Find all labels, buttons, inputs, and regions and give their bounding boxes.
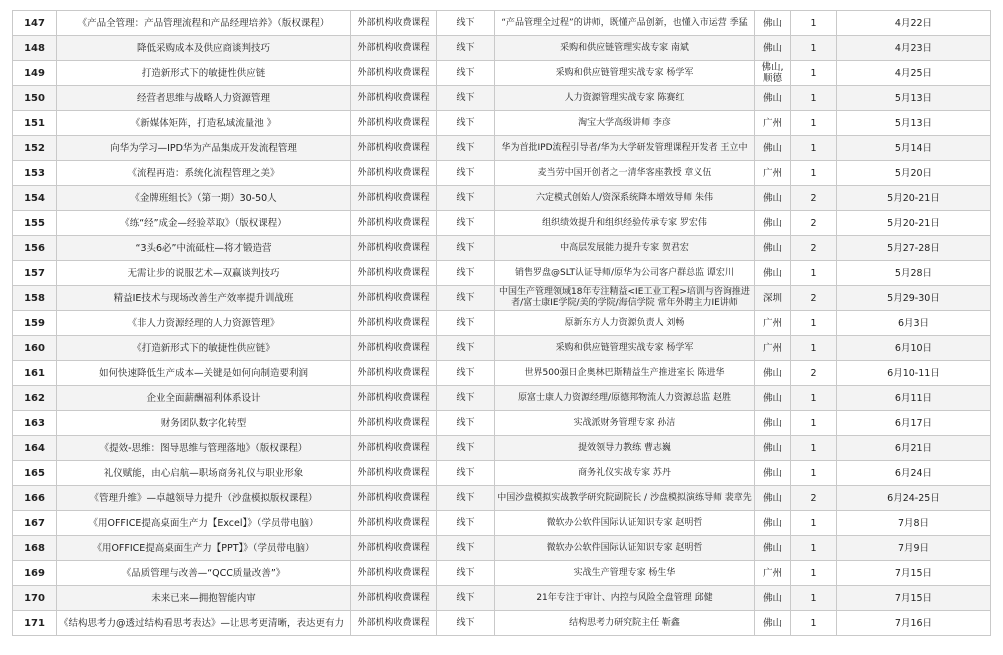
city: 广州 bbox=[755, 561, 791, 586]
duration-days: 2 bbox=[791, 211, 837, 236]
course-name: 企业全面薪酬福利体系设计 bbox=[57, 386, 351, 411]
course-name: 降低采购成本及供应商谈判技巧 bbox=[57, 36, 351, 61]
instructor: 结构思考力研究院主任 靳鑫 bbox=[495, 611, 755, 636]
duration-days: 2 bbox=[791, 286, 837, 311]
course-name: 《产品全管理：产品管理流程和产品经理培养》（版权课程） bbox=[57, 11, 351, 36]
delivery-mode: 线下 bbox=[437, 161, 495, 186]
course-name: 财务团队数字化转型 bbox=[57, 411, 351, 436]
course-category: 外部机构收费课程 bbox=[351, 411, 437, 436]
city: 佛山 bbox=[755, 86, 791, 111]
row-number: 164 bbox=[13, 436, 57, 461]
duration-days: 1 bbox=[791, 111, 837, 136]
course-name: 《用OFFICE提高桌面生产力【Excel】》（学员带电脑） bbox=[57, 511, 351, 536]
delivery-mode: 线下 bbox=[437, 461, 495, 486]
delivery-mode: 线下 bbox=[437, 486, 495, 511]
course-category: 外部机构收费课程 bbox=[351, 336, 437, 361]
table-row bbox=[13, 411, 991, 436]
delivery-mode: 线下 bbox=[437, 361, 495, 386]
course-name: 精益IE技术与现场改善生产效率提升训战班 bbox=[57, 286, 351, 311]
course-name: 礼仪赋能，由心启航—职场商务礼仪与职业形象 bbox=[57, 461, 351, 486]
course-date: 5月13日 bbox=[837, 86, 991, 111]
course-date: 6月11日 bbox=[837, 386, 991, 411]
city: 佛山 bbox=[755, 36, 791, 61]
city: 佛山 bbox=[755, 361, 791, 386]
delivery-mode: 线下 bbox=[437, 86, 495, 111]
instructor: 中国生产管理领域18年专注精益<IE工业工程>培训与咨询推进者/富士康IE学院/美的学院/海信学院 常年外聘主力IE讲师 bbox=[495, 286, 755, 311]
instructor: 淘宝大学高级讲师 李彦 bbox=[495, 111, 755, 136]
city: 佛山 bbox=[755, 411, 791, 436]
table-row bbox=[13, 586, 991, 611]
course-date: 4月22日 bbox=[837, 11, 991, 36]
course-table bbox=[12, 10, 991, 636]
instructor: 销售罗盘@SLT认证导师/原华为公司客户群总监 谭宏川 bbox=[495, 261, 755, 286]
course-name: 如何快速降低生产成本—关键是如何向制造要利润 bbox=[57, 361, 351, 386]
course-name: 《金牌班组长》（第一期）30-50人 bbox=[57, 186, 351, 211]
duration-days: 2 bbox=[791, 236, 837, 261]
table-row bbox=[13, 286, 991, 311]
course-name: 向华为学习—IPD华为产品集成开发流程管理 bbox=[57, 136, 351, 161]
course-date: 6月24-25日 bbox=[837, 486, 991, 511]
course-date: 7月16日 bbox=[837, 611, 991, 636]
table-row bbox=[13, 486, 991, 511]
course-name: 未来已来—拥抱智能内审 bbox=[57, 586, 351, 611]
course-category: 外部机构收费课程 bbox=[351, 361, 437, 386]
course-date: 5月13日 bbox=[837, 111, 991, 136]
duration-days: 1 bbox=[791, 336, 837, 361]
row-number: 151 bbox=[13, 111, 57, 136]
instructor: 实战生产管理专家 杨生华 bbox=[495, 561, 755, 586]
duration-days: 1 bbox=[791, 461, 837, 486]
course-name: 《练“经”成金—经验萃取》（版权课程） bbox=[57, 211, 351, 236]
city: 广州 bbox=[755, 311, 791, 336]
row-number: 159 bbox=[13, 311, 57, 336]
duration-days: 1 bbox=[791, 411, 837, 436]
course-date: 6月21日 bbox=[837, 436, 991, 461]
course-category: 外部机构收费课程 bbox=[351, 261, 437, 286]
course-name: 《结构思考力@透过结构看思考表达》—让思考更清晰，表达更有力 bbox=[57, 611, 351, 636]
instructor: 商务礼仪实战专家 苏丹 bbox=[495, 461, 755, 486]
row-number: 167 bbox=[13, 511, 57, 536]
table-row bbox=[13, 311, 991, 336]
city: 佛山 bbox=[755, 186, 791, 211]
course-category: 外部机构收费课程 bbox=[351, 386, 437, 411]
row-number: 152 bbox=[13, 136, 57, 161]
delivery-mode: 线下 bbox=[437, 561, 495, 586]
instructor: 微软办公软件国际认证知识专家 赵明哲 bbox=[495, 536, 755, 561]
row-number: 163 bbox=[13, 411, 57, 436]
row-number: 153 bbox=[13, 161, 57, 186]
city: 佛山 bbox=[755, 611, 791, 636]
city: 佛山 bbox=[755, 386, 791, 411]
instructor: 六定模式创始人/资深系统降本增效导师 朱伟 bbox=[495, 186, 755, 211]
row-number: 166 bbox=[13, 486, 57, 511]
row-number: 148 bbox=[13, 36, 57, 61]
row-number: 168 bbox=[13, 536, 57, 561]
instructor: 原富士康人力资源经理/原德邦物流人力资源总监 赵胜 bbox=[495, 386, 755, 411]
row-number: 161 bbox=[13, 361, 57, 386]
course-date: 7月9日 bbox=[837, 536, 991, 561]
course-name: 无需让步的说服艺术—双赢谈判技巧 bbox=[57, 261, 351, 286]
course-category: 外部机构收费课程 bbox=[351, 611, 437, 636]
delivery-mode: 线下 bbox=[437, 111, 495, 136]
instructor: “产品管理全过程”的讲师，既懂产品创新，也懂入市运营 季猛 bbox=[495, 11, 755, 36]
city: 佛山 bbox=[755, 461, 791, 486]
duration-days: 1 bbox=[791, 311, 837, 336]
duration-days: 1 bbox=[791, 611, 837, 636]
table-row bbox=[13, 86, 991, 111]
delivery-mode: 线下 bbox=[437, 411, 495, 436]
delivery-mode: 线下 bbox=[437, 336, 495, 361]
row-number: 160 bbox=[13, 336, 57, 361]
table-row bbox=[13, 336, 991, 361]
course-name: 《提效-思维：图导思维与管理落地》（版权课程） bbox=[57, 436, 351, 461]
row-number: 169 bbox=[13, 561, 57, 586]
city: 广州 bbox=[755, 336, 791, 361]
row-number: 157 bbox=[13, 261, 57, 286]
course-date: 4月23日 bbox=[837, 36, 991, 61]
delivery-mode: 线下 bbox=[437, 211, 495, 236]
instructor: 世界500强日企奥林巴斯精益生产推进室长 陈进华 bbox=[495, 361, 755, 386]
instructor: 麦当劳中国开创者之一清华客座教授 章义伍 bbox=[495, 161, 755, 186]
instructor: 微软办公软件国际认证知识专家 赵明哲 bbox=[495, 511, 755, 536]
course-date: 7月15日 bbox=[837, 586, 991, 611]
duration-days: 1 bbox=[791, 161, 837, 186]
table-row bbox=[13, 511, 991, 536]
city: 佛山 bbox=[755, 236, 791, 261]
delivery-mode: 线下 bbox=[437, 611, 495, 636]
delivery-mode: 线下 bbox=[437, 61, 495, 86]
course-name: “3头6必”中流砥柱—将才锻造营 bbox=[57, 236, 351, 261]
course-name: 《管理升维》—卓越领导力提升（沙盘模拟版权课程） bbox=[57, 486, 351, 511]
course-name: 《流程再造：系统化流程管理之美》 bbox=[57, 161, 351, 186]
instructor: 21年专注于审计、内控与风险全盘管理 邱健 bbox=[495, 586, 755, 611]
course-category: 外部机构收费课程 bbox=[351, 236, 437, 261]
instructor: 中高层发展能力提升专家 贺君宏 bbox=[495, 236, 755, 261]
delivery-mode: 线下 bbox=[437, 11, 495, 36]
duration-days: 1 bbox=[791, 136, 837, 161]
course-category: 外部机构收费课程 bbox=[351, 11, 437, 36]
course-date: 5月20日 bbox=[837, 161, 991, 186]
course-category: 外部机构收费课程 bbox=[351, 461, 437, 486]
course-category: 外部机构收费课程 bbox=[351, 586, 437, 611]
table-row bbox=[13, 61, 991, 86]
course-name: 《用OFFICE提高桌面生产力【PPT】》（学员带电脑） bbox=[57, 536, 351, 561]
course-date: 6月17日 bbox=[837, 411, 991, 436]
table-row bbox=[13, 236, 991, 261]
course-category: 外部机构收费课程 bbox=[351, 86, 437, 111]
duration-days: 1 bbox=[791, 36, 837, 61]
course-category: 外部机构收费课程 bbox=[351, 36, 437, 61]
course-name: 打造新形式下的敏捷性供应链 bbox=[57, 61, 351, 86]
course-date: 5月29-30日 bbox=[837, 286, 991, 311]
table-row bbox=[13, 261, 991, 286]
duration-days: 1 bbox=[791, 511, 837, 536]
duration-days: 2 bbox=[791, 361, 837, 386]
course-category: 外部机构收费课程 bbox=[351, 561, 437, 586]
city: 佛山 bbox=[755, 436, 791, 461]
row-number: 165 bbox=[13, 461, 57, 486]
table-row bbox=[13, 186, 991, 211]
table-row bbox=[13, 561, 991, 586]
instructor: 采购和供应链管理实战专家 南斌 bbox=[495, 36, 755, 61]
table-row bbox=[13, 36, 991, 61]
course-category: 外部机构收费课程 bbox=[351, 211, 437, 236]
row-number: 162 bbox=[13, 386, 57, 411]
course-date: 6月24日 bbox=[837, 461, 991, 486]
delivery-mode: 线下 bbox=[437, 586, 495, 611]
course-date: 7月8日 bbox=[837, 511, 991, 536]
table-row bbox=[13, 386, 991, 411]
city: 佛山 bbox=[755, 11, 791, 36]
table-row bbox=[13, 611, 991, 636]
course-category: 外部机构收费课程 bbox=[351, 486, 437, 511]
delivery-mode: 线下 bbox=[437, 286, 495, 311]
course-category: 外部机构收费课程 bbox=[351, 286, 437, 311]
duration-days: 1 bbox=[791, 561, 837, 586]
course-date: 6月10-11日 bbox=[837, 361, 991, 386]
course-date: 6月10日 bbox=[837, 336, 991, 361]
city: 佛山 bbox=[755, 211, 791, 236]
course-category: 外部机构收费课程 bbox=[351, 61, 437, 86]
duration-days: 1 bbox=[791, 11, 837, 36]
course-date: 5月20-21日 bbox=[837, 186, 991, 211]
duration-days: 1 bbox=[791, 61, 837, 86]
city: 佛山 bbox=[755, 586, 791, 611]
table-row bbox=[13, 11, 991, 36]
course-date: 5月28日 bbox=[837, 261, 991, 286]
table-row bbox=[13, 161, 991, 186]
instructor: 提效领导力教练 曹志巍 bbox=[495, 436, 755, 461]
course-category: 外部机构收费课程 bbox=[351, 111, 437, 136]
course-date: 4月25日 bbox=[837, 61, 991, 86]
duration-days: 1 bbox=[791, 436, 837, 461]
row-number: 170 bbox=[13, 586, 57, 611]
city: 广州 bbox=[755, 161, 791, 186]
city: 深圳 bbox=[755, 286, 791, 311]
delivery-mode: 线下 bbox=[437, 536, 495, 561]
delivery-mode: 线下 bbox=[437, 511, 495, 536]
city: 佛山 bbox=[755, 486, 791, 511]
city: 佛山 bbox=[755, 511, 791, 536]
delivery-mode: 线下 bbox=[437, 311, 495, 336]
city: 广州 bbox=[755, 111, 791, 136]
table-row bbox=[13, 136, 991, 161]
course-date: 5月27-28日 bbox=[837, 236, 991, 261]
row-number: 155 bbox=[13, 211, 57, 236]
table-row bbox=[13, 111, 991, 136]
row-number: 158 bbox=[13, 286, 57, 311]
course-category: 外部机构收费课程 bbox=[351, 511, 437, 536]
course-date: 5月20-21日 bbox=[837, 211, 991, 236]
instructor: 中国沙盘模拟实战教学研究院副院长 / 沙盘模拟演练导师 裴章先 bbox=[495, 486, 755, 511]
table-row bbox=[13, 211, 991, 236]
row-number: 156 bbox=[13, 236, 57, 261]
course-category: 外部机构收费课程 bbox=[351, 311, 437, 336]
course-date: 5月14日 bbox=[837, 136, 991, 161]
course-date: 7月15日 bbox=[837, 561, 991, 586]
table-row bbox=[13, 461, 991, 486]
row-number: 154 bbox=[13, 186, 57, 211]
course-name: 《品质管理与改善—“QCC质量改善”》 bbox=[57, 561, 351, 586]
course-schedule bbox=[12, 10, 990, 636]
course-name: 经营者思维与战略人力资源管理 bbox=[57, 86, 351, 111]
duration-days: 2 bbox=[791, 486, 837, 511]
duration-days: 1 bbox=[791, 536, 837, 561]
city: 佛山 bbox=[755, 136, 791, 161]
table-row bbox=[13, 436, 991, 461]
city: 佛山,顺德 bbox=[755, 61, 791, 86]
course-category: 外部机构收费课程 bbox=[351, 536, 437, 561]
delivery-mode: 线下 bbox=[437, 236, 495, 261]
course-name: 《非人力资源经理的人力资源管理》 bbox=[57, 311, 351, 336]
delivery-mode: 线下 bbox=[437, 386, 495, 411]
row-number: 150 bbox=[13, 86, 57, 111]
course-date: 6月3日 bbox=[837, 311, 991, 336]
course-name: 《打造新形式下的敏捷性供应链》 bbox=[57, 336, 351, 361]
duration-days: 1 bbox=[791, 386, 837, 411]
duration-days: 1 bbox=[791, 586, 837, 611]
row-number: 147 bbox=[13, 11, 57, 36]
instructor: 原新东方人力资源负责人 刘畅 bbox=[495, 311, 755, 336]
instructor: 实战派财务管理专家 孙洁 bbox=[495, 411, 755, 436]
course-category: 外部机构收费课程 bbox=[351, 161, 437, 186]
row-number: 171 bbox=[13, 611, 57, 636]
table-row bbox=[13, 536, 991, 561]
duration-days: 2 bbox=[791, 186, 837, 211]
duration-days: 1 bbox=[791, 261, 837, 286]
instructor: 人力资源管理实战专家 陈赛红 bbox=[495, 86, 755, 111]
delivery-mode: 线下 bbox=[437, 136, 495, 161]
delivery-mode: 线下 bbox=[437, 186, 495, 211]
course-name: 《新媒体矩阵，打造私域流量池 》 bbox=[57, 111, 351, 136]
table-row bbox=[13, 361, 991, 386]
duration-days: 1 bbox=[791, 86, 837, 111]
course-category: 外部机构收费课程 bbox=[351, 436, 437, 461]
instructor: 组织绩效提升和组织经验传承专家 罗宏伟 bbox=[495, 211, 755, 236]
instructor: 华为首批IPD流程引导者/华为大学研发管理课程开发者 王立中 bbox=[495, 136, 755, 161]
instructor: 采购和供应链管理实战专家 杨学军 bbox=[495, 61, 755, 86]
city: 佛山 bbox=[755, 536, 791, 561]
delivery-mode: 线下 bbox=[437, 261, 495, 286]
delivery-mode: 线下 bbox=[437, 436, 495, 461]
row-number: 149 bbox=[13, 61, 57, 86]
delivery-mode: 线下 bbox=[437, 36, 495, 61]
course-category: 外部机构收费课程 bbox=[351, 186, 437, 211]
course-category: 外部机构收费课程 bbox=[351, 136, 437, 161]
city: 佛山 bbox=[755, 261, 791, 286]
instructor: 采购和供应链管理实战专家 杨学军 bbox=[495, 336, 755, 361]
